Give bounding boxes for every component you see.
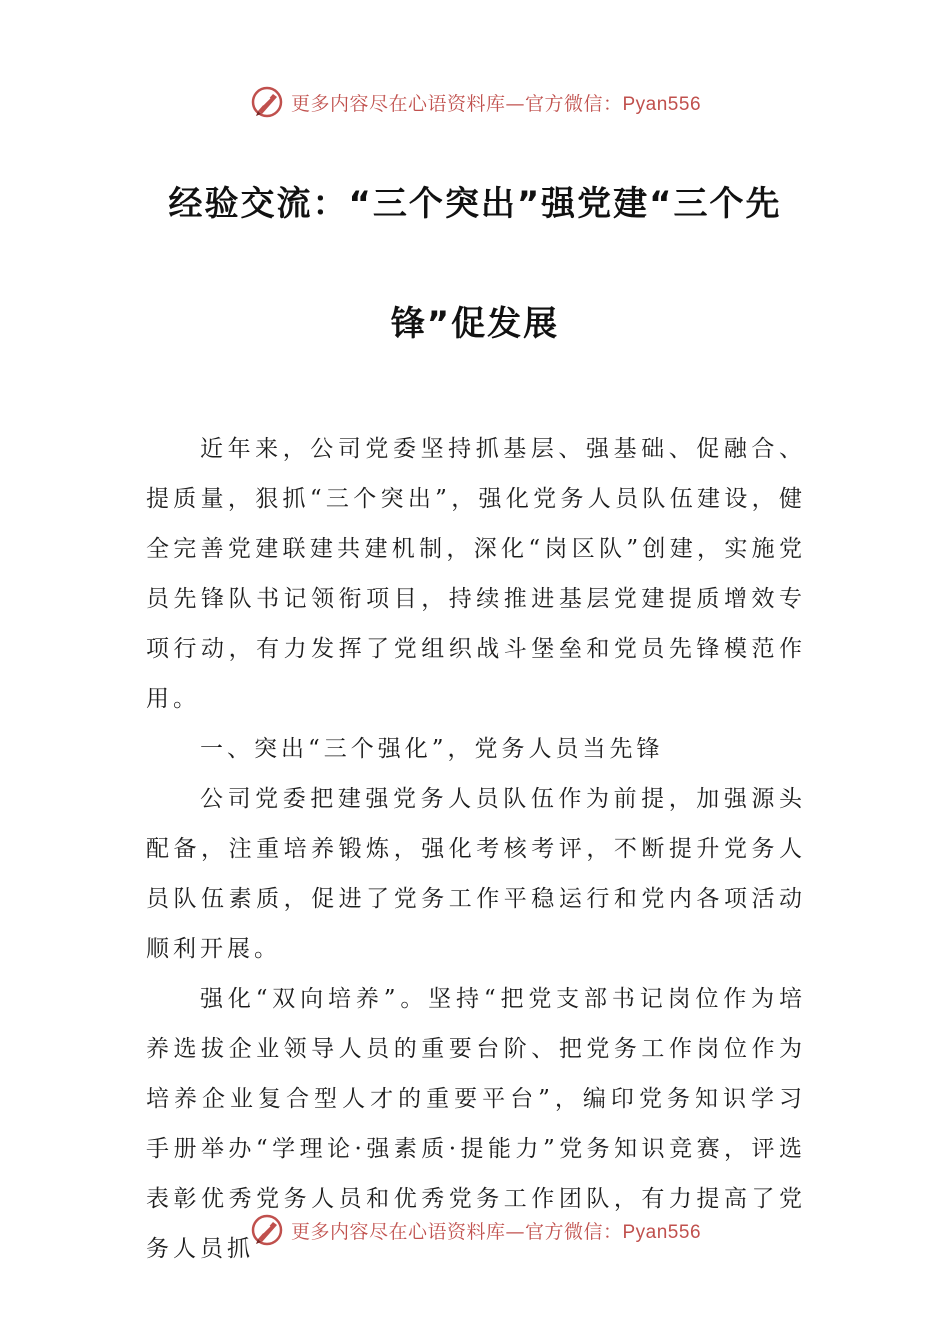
watermark-text: 更多内容尽在心语资料库—官方微信：Pyan556 bbox=[290, 92, 702, 115]
document-title-line-1: 经验交流：“三个突出”强党建“三个先 bbox=[168, 184, 782, 224]
paragraph-section-intro: 公司党委把建强党务人员队伍作为前提，加强源头配备，注重培养锻炼，强化考核考评，不断提升党务人员队伍素质，促进了党务工作平稳运行和党内各项活动顺利开展。 bbox=[146, 786, 806, 962]
watermark-text: 更多内容尽在心语资料库—官方微信：Pyan556 bbox=[290, 1220, 702, 1243]
paragraph-dual-training: 强化“双向培养”。坚持“把党支部书记岗位作为培养选拔企业领导人员的重要台阶、把党务工作岗位作为培养企业复合型人才的重要平台”，编印党务知识学习手册举办“学理论·强素质·提能力”党务知识竞赛，评选表彰优秀党务人员和优秀党务工作团队，有力提高了党务人员抓 bbox=[146, 986, 806, 1262]
pen-logo-icon bbox=[249, 1212, 285, 1248]
section-heading: 一、突出“三个强化”，党务人员当先锋 bbox=[200, 736, 664, 762]
wechat-id: Pyan556 bbox=[622, 93, 702, 115]
document-body bbox=[146, 424, 806, 1274]
paragraph-intro: 近年来，公司党委坚持抓基层、强基础、促融合、提质量，狠抓“三个突出”，强化党务人员队伍建设，健全完善党建联建共建机制，深化“岗区队”创建，实施党员先锋队书记领衔项目，持续推进基层党建提质增效专项行动，有力发挥了党组织战斗堡垒和党员先锋模范作用。 bbox=[146, 436, 806, 712]
watermark-banner-top bbox=[0, 82, 950, 122]
document-title-line-2: 锋”促发展 bbox=[390, 304, 560, 344]
watermark-banner-bottom bbox=[0, 1210, 950, 1250]
wechat-id: Pyan556 bbox=[622, 1221, 702, 1243]
pen-logo-icon bbox=[249, 84, 285, 120]
